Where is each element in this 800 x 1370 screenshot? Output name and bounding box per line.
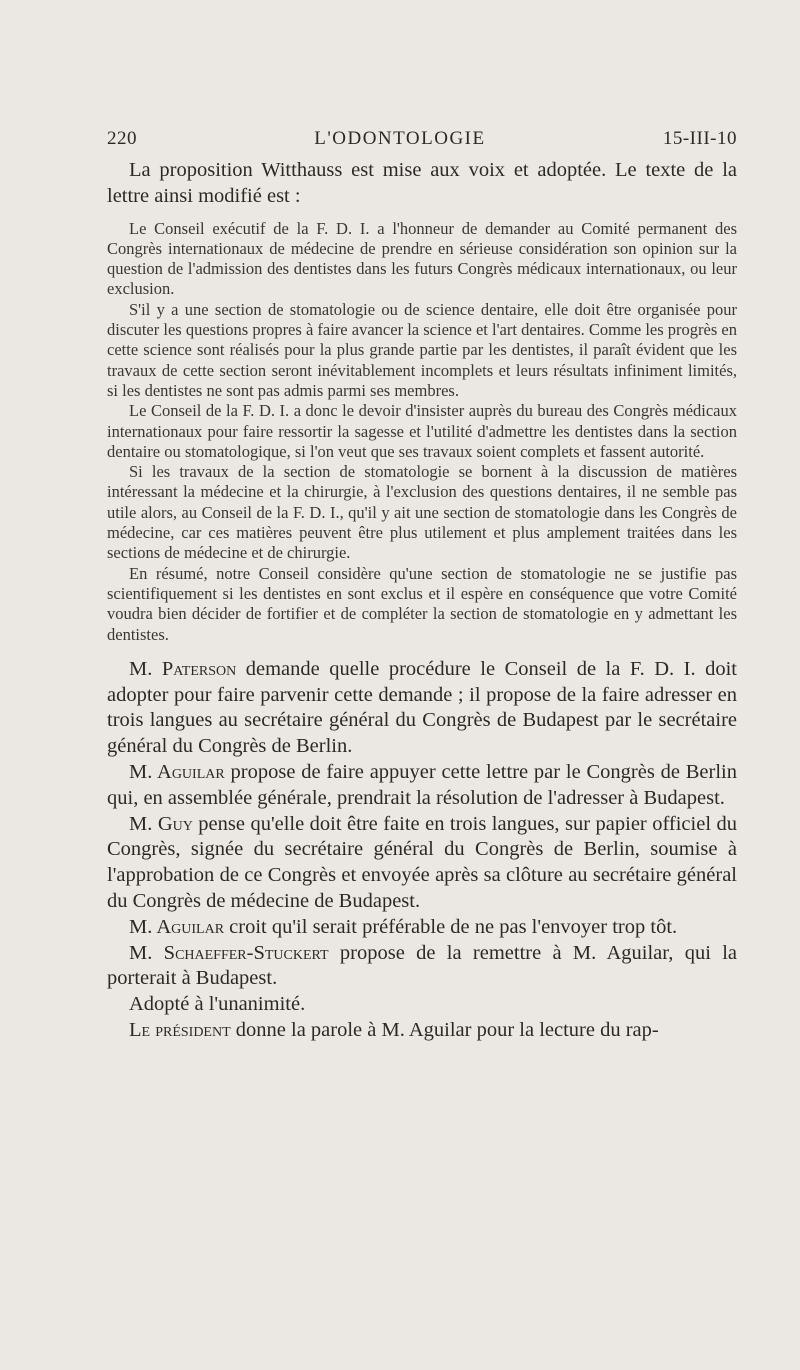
- page-body: [107, 158, 737, 1044]
- paragraph-vote: [107, 158, 737, 210]
- paragraph-text: En résumé, notre Conseil considère qu'une section de stomatologie ne se justifie pas scientifiquement si les dentistes en sont exclus et il espère en conséquence que votre Comité voudra bien décider de fortifier et de compléter la section de stomatologie en y admettant les dentistes.: [107, 563, 737, 644]
- speaker-name: M. Aguilar: [129, 915, 225, 938]
- paragraph-schaeffer: [107, 941, 737, 993]
- paragraph-paterson: [107, 657, 737, 760]
- paragraph-text: S'il y a une section de stomatologie ou de science dentaire, elle doit être organisée pour discuter les questions propres à faire avancer la science et l'art dentaires. Comme les progrès en cette science sont réalisés pour la plus grande partie par les dentistes, il paraît évident que les travaux de cette section seront inévitablement incomplets et leurs résultats infiniment limités, si les dentistes ne sont pas admis parmi ses membres.: [107, 299, 737, 400]
- paragraph-text: Si les travaux de la section de stomatologie se bornent à la discussion de matières intéressant la médecine et la chirurgie, à l'exclusion des questions dentaires, il ne semble pas utile alors, au Conseil de la F. D. I., qu'il y ait une section de stomatologie dans les Congrès de médecine, car ces matières peuvent être plus utilement et plus amplement traitées dans les sections de médecine et de chirurgie.: [107, 462, 737, 563]
- speaker-name: M. Guy: [129, 812, 193, 835]
- paragraph-text: Le Conseil de la F. D. I. a donc le devoir d'insister auprès du bureau des Congrès médicaux internationaux pour faire ressortir la sagesse et l'utilité d'admettre les dentistes dans la section dentaire ou stomatologique, si l'on veut que ses travaux soient complets et fassent autorité.: [107, 401, 737, 461]
- letter-paragraph-3: [107, 401, 737, 462]
- letter-paragraph-5: [107, 564, 737, 645]
- paragraph-text: donne la parole à M. Aguilar pour la lecture du rap-: [230, 1018, 659, 1041]
- paragraph-text: propose de la remettre à M. Aguilar, qui la porterait à Budapest.: [107, 941, 738, 990]
- paragraph-text: croit qu'il serait préférable de ne pas l'envoyer trop tôt.: [224, 915, 678, 938]
- paragraph-adopted: [107, 992, 737, 1018]
- journal-title: L'ODONTOLOGIE: [314, 128, 486, 149]
- paragraph-text: demande quelle procédure le Conseil de la F. D. I. doit adopter pour faire parvenir cette demande ; il propose de la faire adresser en trois langues au secrétaire général du Congrès de Budapest par le secrétaire général du Congrès de Berlin.: [107, 657, 737, 758]
- letter-paragraph-4: [107, 462, 737, 563]
- paragraph-aguilar-1: [107, 760, 737, 812]
- paragraph-text: La proposition Witthauss est mise aux voix et adoptée. Le texte de la lettre ainsi modifié est :: [107, 159, 737, 207]
- paragraph-text: pense qu'elle doit être faite en trois langues, sur papier officiel du Congrès, signée du secrétaire général du Congrès de Berlin, soumise à l'approbation de ce Congrès et envoyée après sa clôture au secrétaire général du Congrès de médecine de Budapest.: [107, 812, 737, 912]
- paragraph-text: Le Conseil exécutif de la F. D. I. a l'honneur de demander au Comité permanent des Congrès internationaux de médecine de prendre en sérieuse considération son opinion sur la question de l'admission des dentistes dans les futurs Congrès médicaux internationaux, ou leur exclusion.: [107, 218, 737, 299]
- speaker-name: M. Schaeffer-Stuckert: [129, 941, 329, 964]
- paragraph-text: Adopté à l'unanimité.: [129, 993, 306, 1016]
- paragraph-guy: [107, 812, 737, 915]
- issue-date: 15-III-10: [662, 128, 737, 149]
- page-number: 220: [107, 128, 137, 149]
- letter-paragraph-2: [107, 300, 737, 401]
- letter-paragraph-1: [107, 219, 737, 300]
- paragraph-text: propose de faire appuyer cette lettre par le Congrès de Berlin qui, en assemblée générale, prendrait la résolution de l'adresser à Budapest.: [107, 761, 737, 809]
- speaker-name: M. Aguilar: [129, 761, 225, 784]
- paragraph-president: [107, 1018, 737, 1044]
- page-header: [107, 128, 737, 150]
- speaker-name: M. Paterson: [129, 657, 237, 680]
- paragraph-aguilar-2: [107, 915, 737, 941]
- speaker-name: Le président: [129, 1018, 231, 1041]
